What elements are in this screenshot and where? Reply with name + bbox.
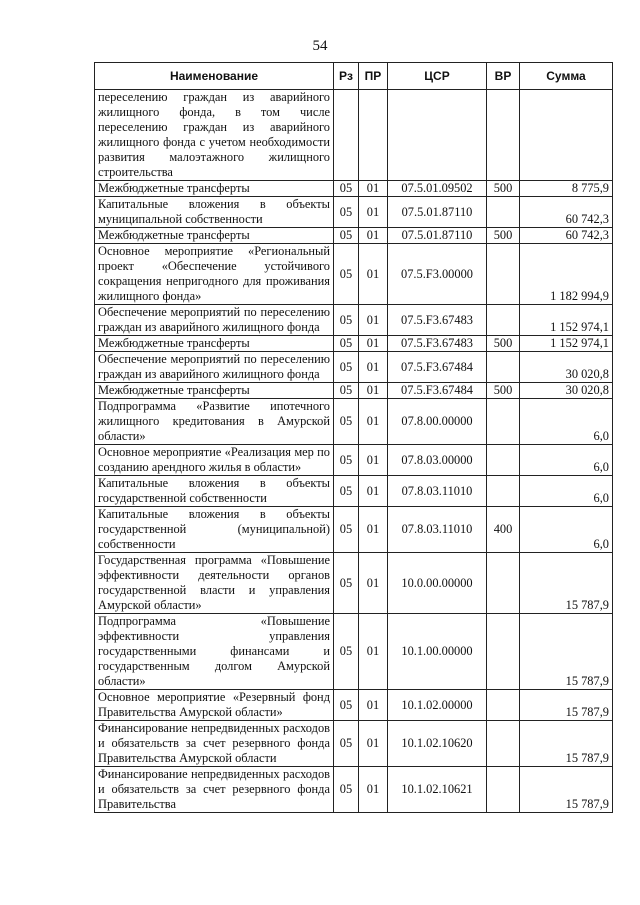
header-csr: ЦСР (388, 63, 487, 90)
cell-vr (487, 445, 520, 476)
cell-csr: 10.0.00.00000 (388, 553, 487, 614)
cell-csr: 07.5.01.87110 (388, 228, 487, 244)
cell-csr: 07.8.00.00000 (388, 399, 487, 445)
table-row (95, 614, 613, 690)
cell-vr (487, 476, 520, 507)
cell-rz: 05 (334, 721, 359, 767)
cell-rz: 05 (334, 614, 359, 690)
cell-vr (487, 244, 520, 305)
cell-name: Подпрограмма «Повышение эффективности управления государственными финансами и государственным долгом Амурской области» (95, 614, 334, 690)
cell-pr: 01 (359, 181, 388, 197)
cell-csr: 07.5.F3.67484 (388, 383, 487, 399)
cell-pr (359, 90, 388, 181)
cell-pr: 01 (359, 553, 388, 614)
cell-rz: 05 (334, 228, 359, 244)
cell-vr (487, 721, 520, 767)
cell-vr: 400 (487, 507, 520, 553)
cell-rz: 05 (334, 399, 359, 445)
cell-csr: 07.8.03.11010 (388, 507, 487, 553)
cell-name: переселению граждан из аварийного жилищного фонда, в том числе переселению граждан из аварийного жилищного фонда с учетом необходимости развития малоэтажного жилищного строительства (95, 90, 334, 181)
cell-vr: 500 (487, 181, 520, 197)
header-vr: ВР (487, 63, 520, 90)
table-row (95, 553, 613, 614)
table-header-row (95, 63, 613, 90)
cell-csr: 07.5.F3.00000 (388, 244, 487, 305)
table-row (95, 244, 613, 305)
cell-rz: 05 (334, 305, 359, 336)
cell-sum: 30 020,8 (520, 383, 613, 399)
header-rz: Рз (334, 63, 359, 90)
cell-rz: 05 (334, 181, 359, 197)
cell-pr: 01 (359, 445, 388, 476)
cell-csr: 10.1.02.10620 (388, 721, 487, 767)
cell-vr (487, 553, 520, 614)
cell-rz: 05 (334, 383, 359, 399)
table-row (95, 181, 613, 197)
table-row (95, 197, 613, 228)
cell-name: Государственная программа «Повышение эффективности деятельности органов государственной власти и управления Амурской области» (95, 553, 334, 614)
cell-rz: 05 (334, 336, 359, 352)
header-sum: Сумма (520, 63, 613, 90)
cell-rz: 05 (334, 445, 359, 476)
cell-rz (334, 90, 359, 181)
table-row (95, 507, 613, 553)
cell-sum: 6,0 (520, 399, 613, 445)
cell-csr: 07.8.03.11010 (388, 476, 487, 507)
cell-sum: 6,0 (520, 507, 613, 553)
table-row (95, 476, 613, 507)
table-row (95, 336, 613, 352)
cell-csr: 10.1.02.00000 (388, 690, 487, 721)
cell-vr: 500 (487, 383, 520, 399)
cell-rz: 05 (334, 244, 359, 305)
cell-pr: 01 (359, 305, 388, 336)
cell-sum: 6,0 (520, 445, 613, 476)
cell-csr: 07.5.F3.67483 (388, 305, 487, 336)
cell-name: Межбюджетные трансферты (95, 383, 334, 399)
cell-vr (487, 399, 520, 445)
cell-name: Межбюджетные трансферты (95, 336, 334, 352)
table-row (95, 445, 613, 476)
cell-name: Основное мероприятие «Региональный проект «Обеспечение устойчивого сокращения непригодного для проживания жилищного фонда» (95, 244, 334, 305)
cell-sum: 30 020,8 (520, 352, 613, 383)
cell-vr (487, 614, 520, 690)
table-row (95, 90, 613, 181)
cell-rz: 05 (334, 352, 359, 383)
budget-table (94, 62, 613, 813)
table-row (95, 767, 613, 813)
cell-pr: 01 (359, 383, 388, 399)
cell-vr (487, 305, 520, 336)
cell-rz: 05 (334, 197, 359, 228)
cell-name: Обеспечение мероприятий по переселению граждан из аварийного жилищного фонда (95, 352, 334, 383)
cell-sum: 1 152 974,1 (520, 305, 613, 336)
cell-csr: 07.5.01.09502 (388, 181, 487, 197)
cell-pr: 01 (359, 336, 388, 352)
table-row (95, 721, 613, 767)
cell-name: Финансирование непредвиденных расходов и обязательств за счет резервного фонда Правительства (95, 767, 334, 813)
cell-pr: 01 (359, 721, 388, 767)
cell-name: Основное мероприятие «Реализация мер по созданию арендного жилья в области» (95, 445, 334, 476)
cell-pr: 01 (359, 352, 388, 383)
cell-name: Подпрограмма «Развитие ипотечного жилищного кредитования в Амурской области» (95, 399, 334, 445)
cell-vr (487, 352, 520, 383)
cell-pr: 01 (359, 476, 388, 507)
cell-sum: 6,0 (520, 476, 613, 507)
cell-sum (520, 90, 613, 181)
cell-pr: 01 (359, 614, 388, 690)
cell-pr: 01 (359, 228, 388, 244)
cell-rz: 05 (334, 767, 359, 813)
cell-vr: 500 (487, 228, 520, 244)
cell-pr: 01 (359, 690, 388, 721)
cell-pr: 01 (359, 244, 388, 305)
table-row (95, 352, 613, 383)
cell-sum: 15 787,9 (520, 614, 613, 690)
cell-sum: 8 775,9 (520, 181, 613, 197)
cell-pr: 01 (359, 399, 388, 445)
cell-csr: 07.5.01.87110 (388, 197, 487, 228)
cell-vr (487, 690, 520, 721)
cell-vr (487, 767, 520, 813)
cell-csr: 07.5.F3.67484 (388, 352, 487, 383)
cell-csr: 07.8.03.00000 (388, 445, 487, 476)
cell-sum: 60 742,3 (520, 197, 613, 228)
cell-vr: 500 (487, 336, 520, 352)
cell-sum: 15 787,9 (520, 690, 613, 721)
cell-csr: 10.1.02.10621 (388, 767, 487, 813)
cell-rz: 05 (334, 507, 359, 553)
cell-name: Межбюджетные трансферты (95, 181, 334, 197)
cell-rz: 05 (334, 553, 359, 614)
cell-sum: 15 787,9 (520, 721, 613, 767)
cell-name: Капитальные вложения в объекты муниципальной собственности (95, 197, 334, 228)
cell-pr: 01 (359, 507, 388, 553)
cell-pr: 01 (359, 197, 388, 228)
cell-name: Капитальные вложения в объекты государственной собственности (95, 476, 334, 507)
table-row (95, 228, 613, 244)
cell-name: Капитальные вложения в объекты государственной (муниципальной) собственности (95, 507, 334, 553)
cell-pr: 01 (359, 767, 388, 813)
cell-sum: 1 182 994,9 (520, 244, 613, 305)
cell-name: Основное мероприятие «Резервный фонд Правительства Амурской области» (95, 690, 334, 721)
cell-sum: 1 152 974,1 (520, 336, 613, 352)
cell-rz: 05 (334, 690, 359, 721)
cell-sum: 60 742,3 (520, 228, 613, 244)
page-number: 54 (312, 38, 328, 54)
cell-csr: 10.1.00.00000 (388, 614, 487, 690)
cell-sum: 15 787,9 (520, 553, 613, 614)
table-row (95, 399, 613, 445)
cell-name: Обеспечение мероприятий по переселению граждан из аварийного жилищного фонда (95, 305, 334, 336)
cell-name: Финансирование непредвиденных расходов и обязательств за счет резервного фонда Правительства Амурской области (95, 721, 334, 767)
table-body (95, 90, 613, 813)
cell-vr (487, 197, 520, 228)
header-pr: ПР (359, 63, 388, 90)
table-row (95, 383, 613, 399)
cell-csr: 07.5.F3.67483 (388, 336, 487, 352)
table-row (95, 305, 613, 336)
cell-sum: 15 787,9 (520, 767, 613, 813)
cell-csr (388, 90, 487, 181)
cell-vr (487, 90, 520, 181)
table-row (95, 690, 613, 721)
cell-name: Межбюджетные трансферты (95, 228, 334, 244)
header-name: Наименование (95, 63, 334, 90)
cell-rz: 05 (334, 476, 359, 507)
